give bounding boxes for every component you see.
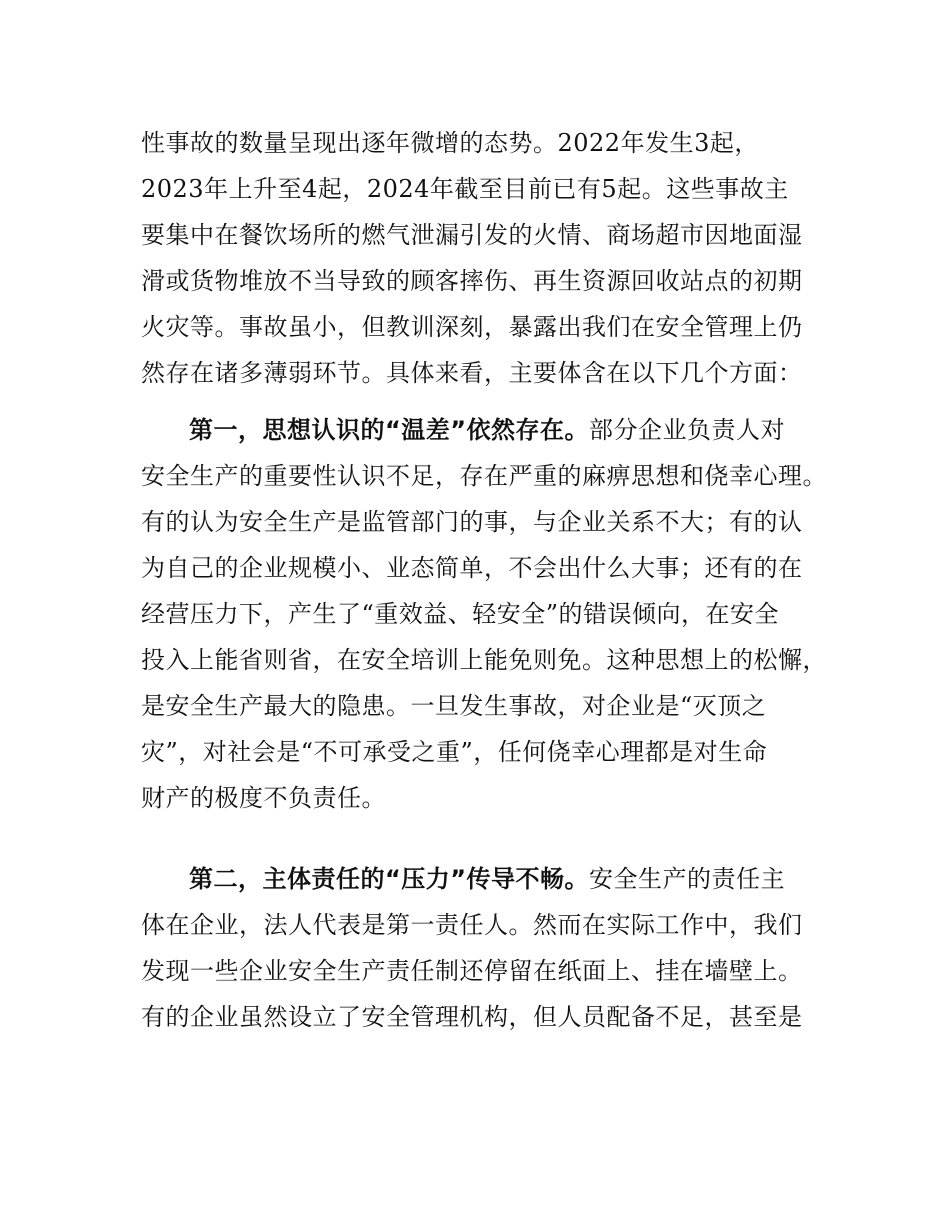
text-line: 2023年上升至4起，2024年截至目前已有5起。这些事故主 bbox=[141, 175, 789, 203]
text-line: 灾”，对社会是“不可承受之重”，任何侥幸心理都是对生命 bbox=[141, 738, 768, 766]
text-line: 火灾等。事故虽小，但教训深刻，暴露出我们在安全管理上仍 bbox=[141, 313, 803, 341]
paragraph-first-line bbox=[141, 856, 821, 902]
text-line: 安全生产的重要性认识不足，存在严重的麻痹思想和侥幸心理。 bbox=[141, 462, 827, 490]
text-line: 财产的极度不负责任。 bbox=[141, 784, 386, 812]
paragraph-accident-trend bbox=[141, 120, 821, 396]
text-line: 经营压力下，产生了“重效益、轻安全”的错误倾向，在安全 bbox=[141, 600, 780, 628]
point-two-first-text: 安全生产的责任主 bbox=[589, 865, 786, 893]
text-line: 投入上能省则省，在安全培训上能免则免。这种思想上的松懈， bbox=[141, 646, 827, 674]
text-line: 体在企业，法人代表是第一责任人。然而在实际工作中，我们 bbox=[141, 911, 803, 939]
text-line: 有的企业虽然设立了安全管理机构，但人员配备不足，甚至是 bbox=[141, 1003, 803, 1031]
text-line: 然存在诸多薄弱环节。具体来看，主要体含在以下几个方面： bbox=[141, 359, 803, 387]
point-two-heading: 第二，主体责任的“压力”传导不畅。 bbox=[189, 865, 590, 893]
text-line: 有的认为安全生产是监管部门的事，与企业关系不大；有的认 bbox=[141, 508, 803, 536]
text-line: 要集中在餐饮场所的燃气泄漏引发的火情、商场超市因地面湿 bbox=[141, 221, 803, 249]
paragraph-point-two bbox=[141, 856, 821, 1040]
paragraph-first-line bbox=[141, 407, 821, 453]
text-line: 性事故的数量呈现出逐年微增的态势。2022年发生3起， bbox=[141, 129, 759, 157]
text-line: 为自己的企业规模小、业态简单，不会出什么大事；还有的在 bbox=[141, 554, 803, 582]
text-line: 是安全生产最大的隐患。一旦发生事故，对企业是“灭顶之 bbox=[141, 692, 767, 720]
paragraph-point-one bbox=[141, 407, 827, 821]
point-one-heading: 第一，思想认识的“温差”依然存在。 bbox=[189, 416, 590, 444]
text-line: 滑或货物堆放不当导致的顾客摔伤、再生资源回收站点的初期 bbox=[141, 267, 803, 295]
point-one-first-text: 部分企业负责人对 bbox=[589, 416, 786, 444]
text-line: 发现一些企业安全生产责任制还停留在纸面上、挂在墙壁上。 bbox=[141, 957, 803, 985]
